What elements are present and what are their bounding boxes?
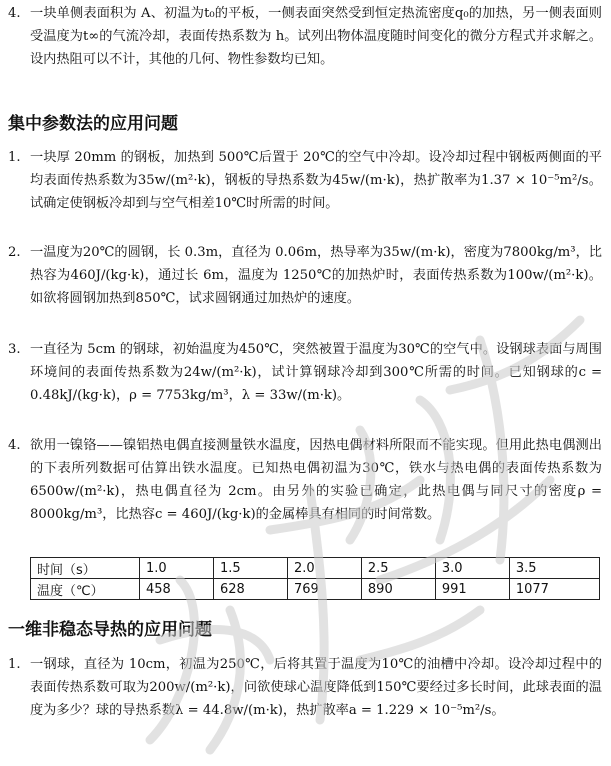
table-row xyxy=(31,558,600,579)
problem-number: 3. xyxy=(8,342,21,357)
problem-lumped-1 xyxy=(8,146,602,215)
problem-number: 4. xyxy=(8,6,21,21)
problem-text: 欲用一镍铬——镍铝热电偶直接测量铁水温度，因热电偶材料所限而不能实现。但用此热电偶测出的下表所列数据可估算出铁水温度。已知热电偶初温为30℃，铁水与热电偶的表面传热系数为6500w/(m²·k)，热电偶直径为 2cm。由另外的实验已确定，此热电偶与同尺寸的密度ρ = 8000kg/m³，比热容c = 460J/(kg·k)的金属棒具有相同的时间常数。 xyxy=(30,438,602,522)
section-title-lumped: 集中参数法的应用问题 xyxy=(8,114,178,134)
problem-number: 4. xyxy=(8,438,21,453)
table-cell: 1.5 xyxy=(213,558,287,579)
table-cell: 991 xyxy=(435,579,509,600)
problem-lumped-4 xyxy=(8,434,602,526)
table-row xyxy=(31,579,600,600)
problem-lumped-3 xyxy=(8,338,602,407)
problem-text: 一块单侧表面积为 A、初温为t₀的平板，一侧表面突然受到恒定热流密度q₀的加热，另一侧表面则受温度为t∞的气流冷却，表面传热系数为 h。试列出物体温度随时间变化的微分方程式并求解之。设内热阻可以不计，其他的几何、物性参数均已知。 xyxy=(30,6,602,67)
section-title-transient: 一维非稳态导热的应用问题 xyxy=(8,620,212,640)
table-cell: 458 xyxy=(140,579,214,600)
problem-number: 2. xyxy=(8,245,21,260)
thermocouple-data-table xyxy=(30,557,600,600)
table-cell: 3.5 xyxy=(509,558,599,579)
problem-intro-4 xyxy=(8,2,602,71)
problem-number: 1. xyxy=(8,150,21,165)
table-cell: 2.5 xyxy=(361,558,435,579)
problem-lumped-2 xyxy=(8,241,602,310)
table-header-temp: 温度（℃） xyxy=(31,579,140,600)
problem-text: 一钢球，直径为 10cm，初温为250℃，后将其置于温度为10℃的油槽中冷却。设冷却过程中的表面传热系数可取为200w/(m²·k)，问欲使球心温度降低到150℃要经过多长时间，此球表面的温度为多少？球的导热系数λ = 44.8w/(m·k)，热扩散率a = 1.229 × 10⁻⁵m²/s。 xyxy=(30,657,602,718)
table-cell: 890 xyxy=(361,579,435,600)
problem-transient-1 xyxy=(8,653,602,722)
table-cell: 769 xyxy=(287,579,361,600)
table-cell: 1077 xyxy=(509,579,599,600)
problem-text: 一块厚 20mm 的钢板，加热到 500℃后置于 20℃的空气中冷却。设冷却过程中钢板两侧面的平均表面传热系数为35w/(m²·k)，钢板的导热系数为45w/(m·k)，热扩散率为1.37 × 10⁻⁵m²/s。试确定使钢板冷却到与空气相差10℃时所需的时间。 xyxy=(30,150,602,211)
table-header-time: 时间（s） xyxy=(31,558,140,579)
table-cell: 1.0 xyxy=(140,558,214,579)
problem-text: 一直径为 5cm 的钢球，初始温度为450℃，突然被置于温度为30℃的空气中。设钢球表面与周围环境间的表面传热系数为24w/(m²·k)，试计算钢球冷却到300℃所需的时间。已知钢球的c = 0.48kJ/(kg·k)，ρ = 7753kg/m³，λ = 33w/(m·k)。 xyxy=(30,342,602,403)
table-cell: 2.0 xyxy=(287,558,361,579)
problem-number: 1. xyxy=(8,657,21,672)
table-cell: 3.0 xyxy=(435,558,509,579)
problem-text: 一温度为20℃的圆钢，长 0.3m，直径为 0.06m，热导率为35w/(m·k)，密度为7800kg/m³，比热容为460J/(kg·k)，通过长 6m，温度为 1250℃的加热炉时，表面传热系数为100w/(m²·k)。如欲将圆钢加热到850℃，试求圆钢通过加热炉的速度。 xyxy=(30,245,602,306)
table-cell: 628 xyxy=(213,579,287,600)
